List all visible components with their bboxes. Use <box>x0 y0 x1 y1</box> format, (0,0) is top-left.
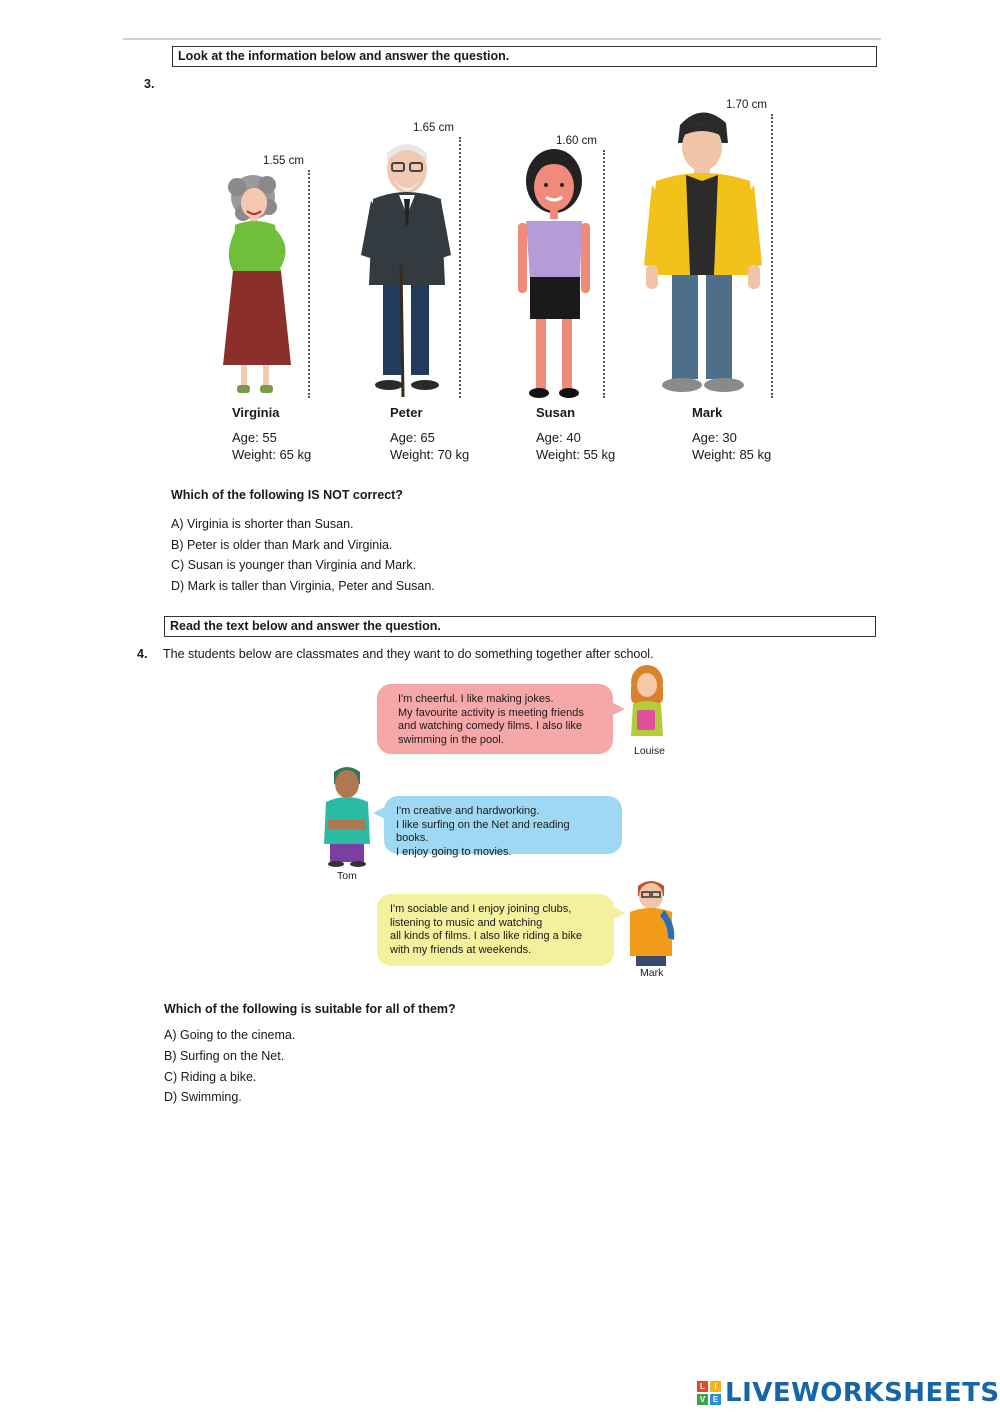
mark-avatar <box>624 876 678 968</box>
tom-avatar <box>320 764 374 868</box>
tom-line-2: I like surfing on the Net and reading books. <box>396 818 570 844</box>
tom-line-3: I enjoy going to movies. <box>396 845 512 858</box>
louise-line-4: swimming in the pool. <box>398 733 504 746</box>
question-3-option-c[interactable]: C) Susan is younger than Virginia and Mark. <box>171 558 417 572</box>
louise-speech-bubble <box>377 684 613 754</box>
mark-line-2: listening to music and watching <box>390 916 543 929</box>
mark-info <box>692 429 771 463</box>
virginia-name: Virginia <box>232 405 280 420</box>
logo-text: LIVEWORKSHEETS <box>725 1378 1000 1408</box>
logo-letter-v: V <box>697 1394 708 1405</box>
susan-weight: Weight: 55 kg <box>536 447 616 462</box>
question-3-number: 3. <box>144 77 155 91</box>
susan-height-label: 1.60 cm <box>556 135 597 147</box>
susan-info <box>536 429 615 463</box>
susan-name: Susan <box>536 405 576 420</box>
louise-name: Louise <box>634 745 665 757</box>
peter-height-label: 1.65 cm <box>413 122 454 134</box>
mark-age: Age: 30 <box>692 430 737 445</box>
mark-line-1: I'm sociable and I enjoy joining clubs, <box>390 903 572 915</box>
question-4-text: Which of the following is suitable for all of them? <box>164 1002 456 1016</box>
question-4-intro: The students below are classmates and they want to do something together after school. <box>163 647 654 661</box>
section4-instruction-box <box>164 616 876 637</box>
logo-letter-e: E <box>710 1394 721 1405</box>
section3-instruction-box <box>172 46 877 67</box>
logo-grid-icon <box>697 1381 721 1405</box>
louise-avatar <box>625 664 669 744</box>
susan-age: Age: 40 <box>536 430 581 445</box>
virginia-age: Age: 55 <box>232 430 277 445</box>
mark-speech-bubble <box>377 894 614 966</box>
virginia-height-label: 1.55 cm <box>263 155 304 167</box>
susan-height-line <box>603 150 605 398</box>
question-3-option-a[interactable]: A) Virginia is shorter than Susan. <box>171 517 354 531</box>
virginia-info <box>232 429 311 463</box>
peter-age: Age: 65 <box>390 430 435 445</box>
virginia-figure <box>215 165 305 400</box>
question-3-post: correct? <box>349 488 403 502</box>
logo-letter-l: L <box>697 1381 708 1392</box>
logo-letter-i: I <box>710 1381 721 1392</box>
question-4-option-d[interactable]: D) Swimming. <box>164 1090 242 1104</box>
question-3-option-d[interactable]: D) Mark is taller than Virginia, Peter and Susan. <box>171 579 435 593</box>
tom-name: Tom <box>337 870 357 882</box>
question-4-number: 4. <box>137 647 148 661</box>
mark-avatar-name: Mark <box>640 967 664 979</box>
louise-bubble-tail <box>611 702 625 716</box>
question-4-option-a[interactable]: A) Going to the cinema. <box>164 1028 296 1042</box>
mark-line-4: with my friends at weekends. <box>390 943 532 956</box>
virginia-height-line <box>308 170 310 398</box>
louise-line-2: My favourite activity is meeting friends <box>398 706 584 719</box>
liveworksheets-logo <box>697 1378 1000 1408</box>
mark-weight: Weight: 85 kg <box>692 447 772 462</box>
mark-figure <box>642 105 764 400</box>
tom-speech-bubble <box>384 796 622 858</box>
tom-line-1: I'm creative and hardworking. <box>396 805 540 817</box>
question-3-option-b[interactable]: B) Peter is older than Mark and Virginia. <box>171 538 393 552</box>
louise-line-1: I'm cheerful. I like making jokes. <box>398 693 554 705</box>
susan-figure <box>512 145 592 400</box>
mark-line-3: all kinds of films. I also like riding a bike <box>390 930 582 942</box>
mark-name: Mark <box>692 405 723 420</box>
section4-instruction: Read the text below and answer the question. <box>170 619 441 633</box>
peter-figure <box>355 135 455 400</box>
peter-height-line <box>459 137 461 398</box>
top-divider <box>123 38 881 40</box>
question-4-option-b[interactable]: B) Surfing on the Net. <box>164 1049 285 1063</box>
mark-height-label: 1.70 cm <box>726 99 767 111</box>
peter-weight: Weight: 70 kg <box>390 447 470 462</box>
louise-line-3: and watching comedy films. I also like <box>398 720 583 732</box>
virginia-weight: Weight: 65 kg <box>232 447 312 462</box>
peter-name: Peter <box>390 405 423 420</box>
question-3-pre: Which of the following <box>171 488 308 502</box>
question-3-text <box>171 488 403 502</box>
question-3-emphasis: IS NOT <box>307 488 350 502</box>
mark-height-line <box>771 114 773 398</box>
peter-info <box>390 429 469 463</box>
section3-instruction: Look at the information below and answer the question. <box>178 49 510 63</box>
question-4-option-c[interactable]: C) Riding a bike. <box>164 1070 257 1084</box>
